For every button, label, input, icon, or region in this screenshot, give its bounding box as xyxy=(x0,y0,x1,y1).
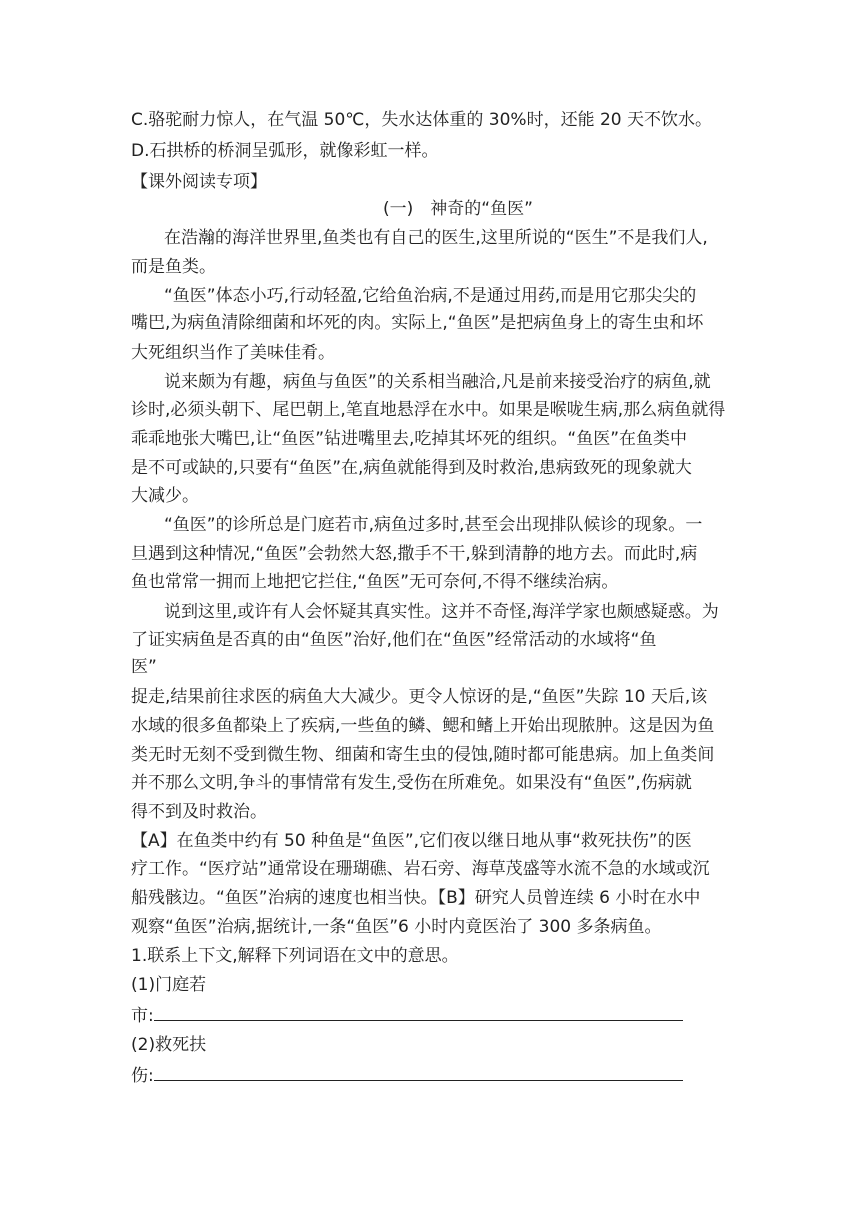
question-item-answer-line xyxy=(131,1004,683,1027)
paragraph-line: 疗工作。“医疗站”通常设在珊瑚礁、岩石旁、海草茂盛等水流不急的水域或沉 xyxy=(131,859,710,879)
option-d: D.石拱桥的桥洞呈弧形，就像彩虹一样。 xyxy=(131,141,439,161)
paragraph-line: 医” xyxy=(131,657,157,677)
paragraph-line: 大减少。 xyxy=(131,486,199,506)
question-item-label: 市: xyxy=(131,1006,154,1026)
paragraph-line: 诊时,必须头朝下、尾巴朝上,笔直地悬浮在水中。如果是喉咙生病,那么病鱼就得 xyxy=(131,400,726,420)
paragraph-line: 捉走,结果前往求医的病鱼大大减少。更令人惊讶的是,“鱼医”失踪 10 天后,该 xyxy=(131,687,708,707)
paragraph-line: “鱼医”的诊所总是门庭若市,病鱼过多时,甚至会出现排队候诊的现象。一 xyxy=(164,515,703,535)
paragraph-line: 观察“鱼医”治病,据统计,一条“鱼医”6 小时内竟医治了 300 多条病鱼。 xyxy=(131,917,662,937)
paragraph-line: 在浩瀚的海洋世界里,鱼类也有自己的医生,这里所说的“医生”不是我们人, xyxy=(164,228,708,248)
paragraph-line: 说到这里,或许有人会怀疑其真实性。这并不奇怪,海洋学家也颇感疑惑。为 xyxy=(164,602,719,622)
paragraph-line: 大死组织当作了美味佳肴。 xyxy=(131,343,335,363)
paragraph-line: 并不那么文明,争斗的事情常有发生,受伤在所难免。如果没有“鱼医”,伤病就 xyxy=(131,773,692,793)
passage-title: (一) 神奇的“鱼医” xyxy=(383,199,533,219)
paragraph-line: 旦遇到这种情况,“鱼医”会勃然大怒,撒手不干,躲到清静的地方去。而此时,病 xyxy=(131,544,698,564)
paragraph-line: 船残骸边。“鱼医”治病的速度也相当快。【B】研究人员曾连续 6 小时在水中 xyxy=(131,888,701,908)
paragraph-line: 水域的很多鱼都染上了疾病,一些鱼的鳞、鳃和鳍上开始出现脓肿。这是因为鱼 xyxy=(131,716,715,736)
paragraph-line: “鱼医”体态小巧,行动轻盈,它给鱼治病,不是通过用药,而是用它那尖尖的 xyxy=(164,286,697,306)
paragraph-line: 鱼也常常一拥而上地把它拦住,“鱼医”无可奈何,不得不继续治病。 xyxy=(131,572,619,592)
paragraph-line: 说来颇为有趣，病鱼与鱼医”的关系相当融洽,凡是前来接受治疗的病鱼,就 xyxy=(164,372,711,392)
paragraph-line: 类无时无刻不受到微生物、细菌和寄生虫的侵蚀,随时都可能患病。加上鱼类间 xyxy=(131,745,715,765)
paragraph-line: 乖乖地张大嘴巴,让“鱼医”钻进嘴里去,吃掉其坏死的组织。“鱼医”在鱼类中 xyxy=(131,429,688,449)
answer-blank[interactable] xyxy=(154,1064,683,1081)
paragraph-line: 而是鱼类。 xyxy=(131,257,216,277)
question-item-answer-line xyxy=(131,1064,683,1087)
option-c: C.骆驼耐力惊人，在气温 50℃，失水达体重的 30%时，还能 20 天不饮水。 xyxy=(131,110,713,130)
answer-blank[interactable] xyxy=(154,1004,683,1021)
section-heading: 【课外阅读专项】 xyxy=(131,172,267,192)
paragraph-line: 是不可或缺的,只要有“鱼医”在,病鱼就能得到及时救治,患病致死的现象就大 xyxy=(131,458,692,478)
paragraph-line: 得不到及时救治。 xyxy=(131,802,267,822)
paragraph-line: 嘴巴,为病鱼清除细菌和坏死的肉。实际上,“鱼医”是把病鱼身上的寄生虫和坏 xyxy=(131,313,704,333)
paragraph-line: 【A】在鱼类中约有 50 种鱼是“鱼医”,它们夜以继日地从事“救死扶伤”的医 xyxy=(131,831,692,851)
question-item-label: 伤: xyxy=(131,1066,154,1086)
paragraph-line: 了证实病鱼是否真的由“鱼医”治好,他们在“鱼医”经常活动的水域将“鱼 xyxy=(131,630,657,650)
question-item-label: (1)门庭若 xyxy=(131,975,207,995)
question-prompt: 1.联系上下文,解释下列词语在文中的意思。 xyxy=(131,946,459,966)
question-item-label: (2)救死扶 xyxy=(131,1035,207,1055)
